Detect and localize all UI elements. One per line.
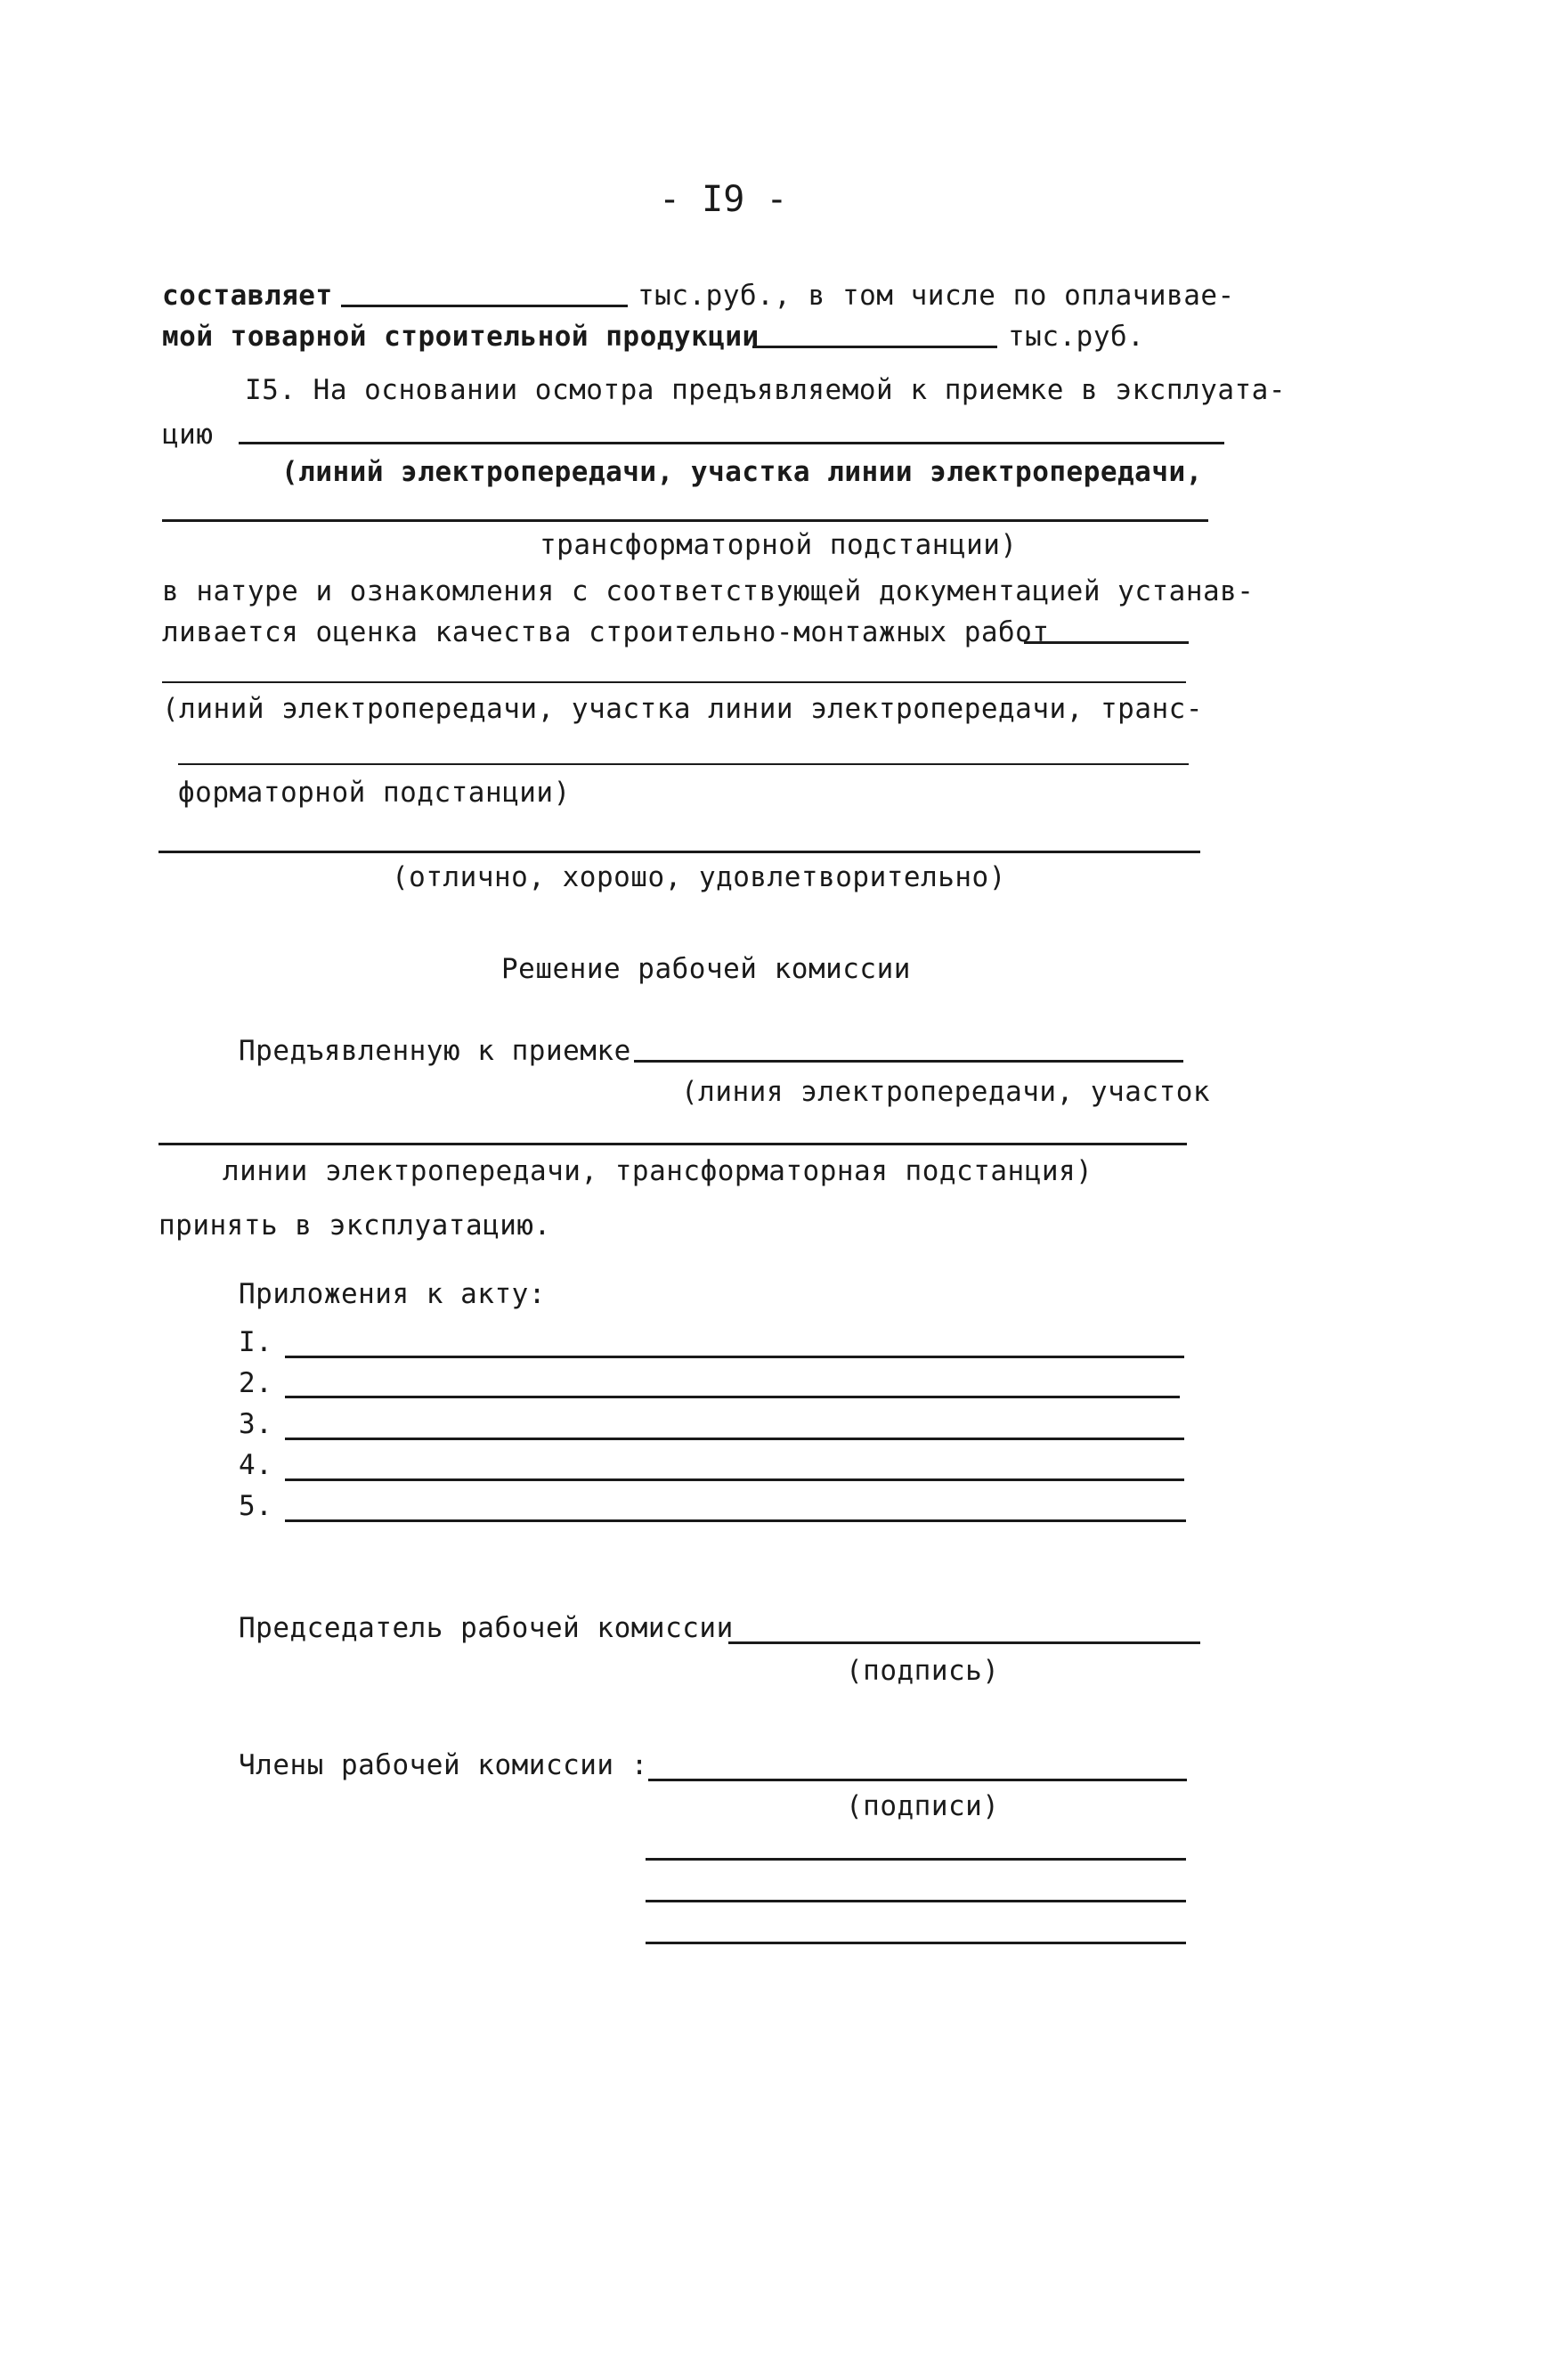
decision-hint2: линии электропередачи, трансформаторная подстанция) (223, 1155, 1093, 1187)
attachment-number-5: 5. (239, 1490, 273, 1522)
chairman-signature-field[interactable] (728, 1641, 1200, 1644)
member-signature-field-4[interactable] (646, 1942, 1186, 1944)
attachment-field-1[interactable] (285, 1356, 1184, 1358)
cost-line1-start: составляет (162, 280, 333, 312)
chairman-label: Председатель рабочей комиссии (239, 1612, 734, 1644)
cost-line2-start: мой товарной строительной продукции (162, 321, 760, 353)
item15-line2: цию (162, 419, 214, 451)
quality-field-3[interactable] (178, 763, 1189, 765)
quality-field-2[interactable] (162, 681, 1186, 683)
attachment-number-4: 4. (239, 1449, 273, 1481)
attachment-number-3: 3. (239, 1408, 273, 1440)
decision-hint1: (линия электропередачи, участок (681, 1076, 1211, 1108)
item15-hint1: (линий электропередачи, участка линии электропередачи, (281, 456, 1203, 488)
item15-line3: в натуре и ознакомления с соответствующей документацией устанав- (162, 575, 1255, 607)
item15-line1: I5. На основании осмотра предъявляемой к приемке в эксплуата- (245, 374, 1286, 406)
quality-grade-field[interactable] (158, 851, 1200, 853)
cost-total-field[interactable] (341, 305, 628, 307)
members-label: Члены рабочей комиссии : (239, 1749, 648, 1781)
attachment-field-3[interactable] (285, 1438, 1184, 1440)
item15-object-field[interactable] (239, 442, 1224, 444)
decision-object-field[interactable] (634, 1060, 1183, 1063)
decision-line1: Предъявленную к приемке (239, 1035, 631, 1067)
item15-object-field-2[interactable] (162, 519, 1208, 522)
decision-object-field-2[interactable] (158, 1143, 1187, 1145)
chairman-signature-hint: (подпись) (846, 1655, 1000, 1687)
page-number: - I9 - (659, 179, 788, 220)
members-signature-hint: (подписи) (846, 1790, 1000, 1822)
attachment-field-5[interactable] (285, 1519, 1186, 1522)
item15-hint4: форматорной подстанции) (178, 777, 571, 809)
quality-field-1[interactable] (1024, 641, 1189, 644)
item15-hint2: трансформаторной подстанции) (540, 529, 1018, 561)
attachment-number-1: I. (239, 1326, 273, 1358)
item15-hint5: (отлично, хорошо, удовлетворительно) (392, 861, 1006, 893)
decision-heading: Решение рабочей комиссии (501, 953, 911, 985)
cost-line1-end: тыс.руб., в том числе по оплачивае- (638, 280, 1235, 312)
attachment-field-4[interactable] (285, 1478, 1184, 1481)
member-signature-field-1[interactable] (648, 1779, 1187, 1781)
member-signature-field-2[interactable] (646, 1858, 1186, 1861)
member-signature-field-3[interactable] (646, 1900, 1186, 1902)
cost-commodity-field[interactable] (752, 346, 997, 348)
cost-line2-end: тыс.руб. (1008, 321, 1145, 353)
item15-line4: ливается оценка качества строительно-монтажных работ (162, 616, 1050, 648)
decision-line2: принять в эксплуатацию. (158, 1210, 551, 1242)
attachment-field-2[interactable] (285, 1396, 1180, 1398)
item15-hint3: (линий электропередачи, участка линии электропередачи, транс- (162, 693, 1203, 725)
attachments-heading: Приложения к акту: (239, 1278, 546, 1310)
attachment-number-2: 2. (239, 1367, 273, 1399)
